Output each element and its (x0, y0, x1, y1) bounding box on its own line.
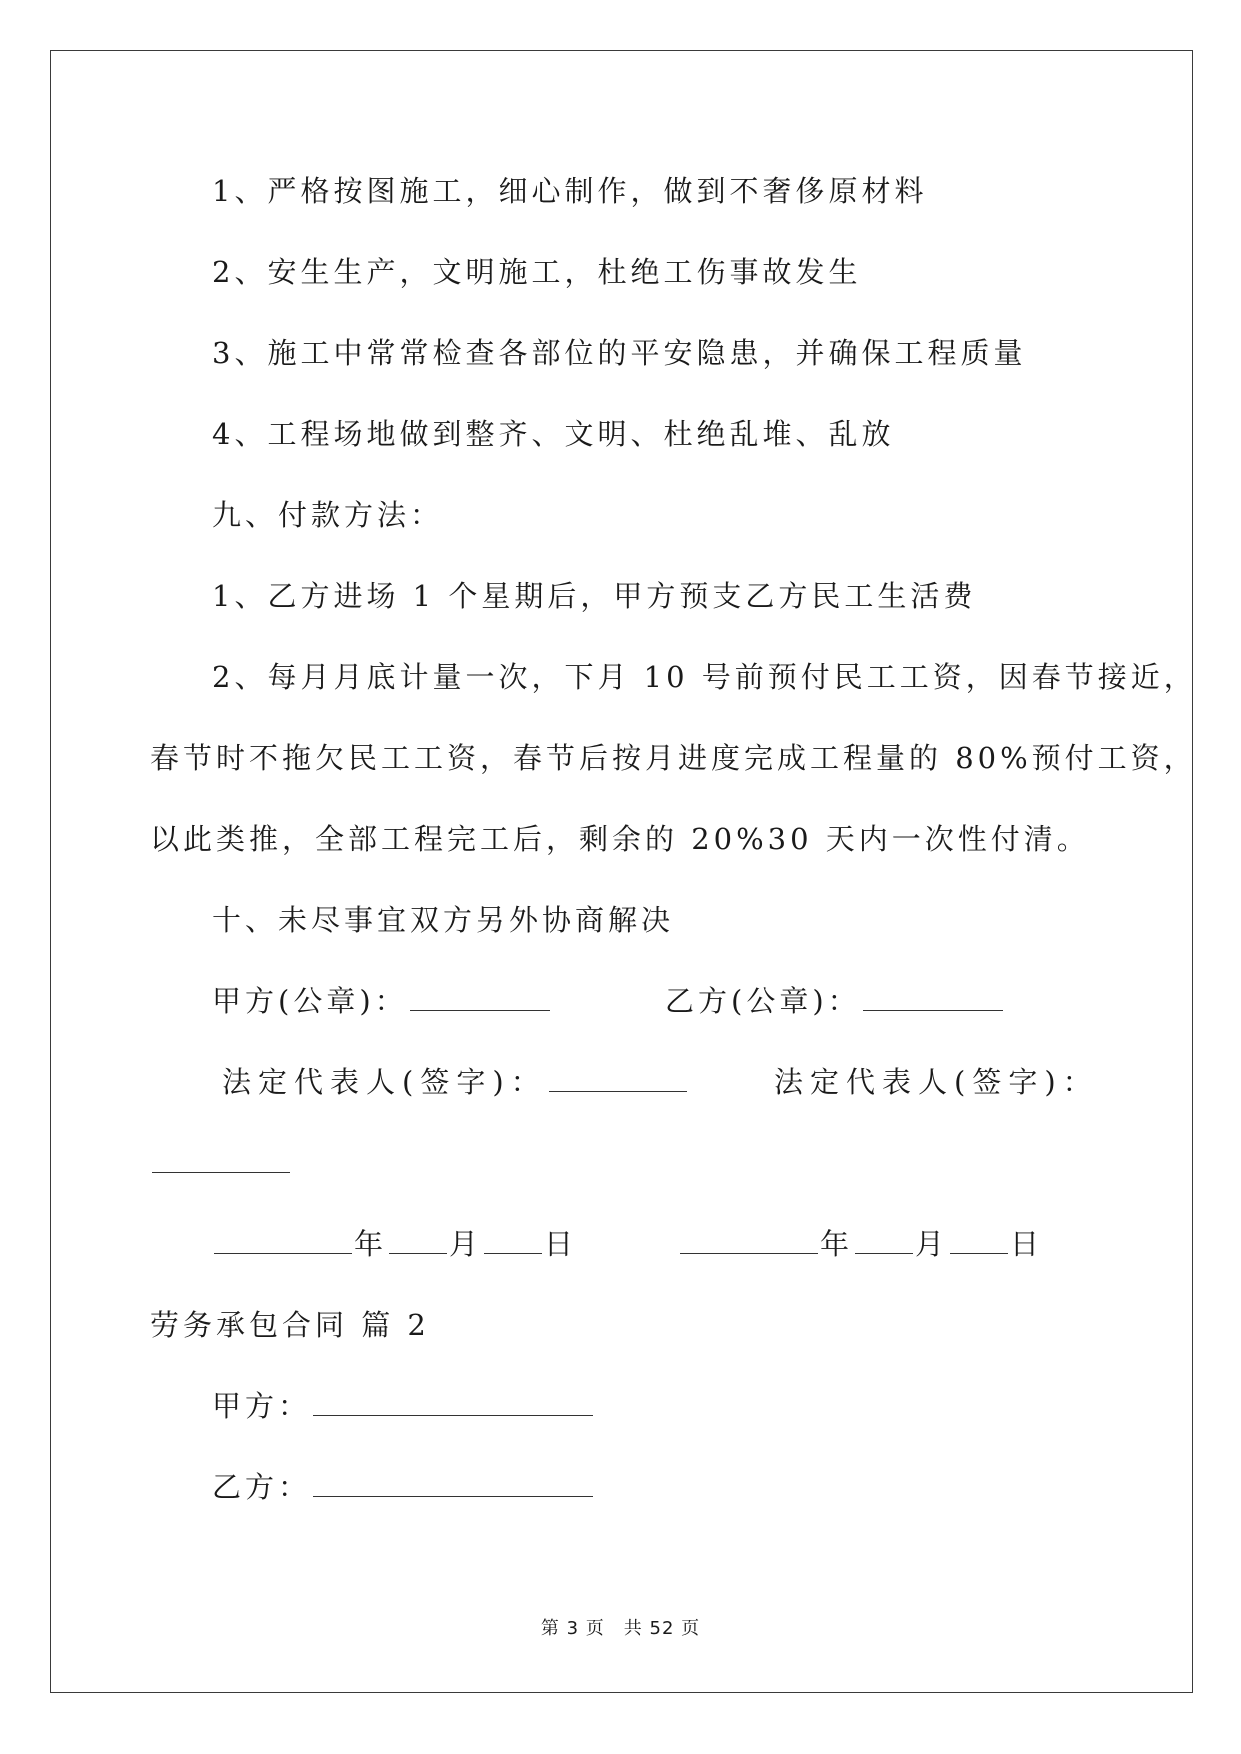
party-b-seal-row (665, 983, 1005, 1019)
date-a-month-blank[interactable] (389, 1231, 447, 1254)
rep-b-blank[interactable] (152, 1150, 290, 1173)
contract-2-party-b-row (212, 1469, 595, 1505)
contract-2-party-a-blank[interactable] (313, 1393, 593, 1416)
section-9-heading: 九、付款方法： (212, 498, 444, 532)
rep-b-blank-row (150, 1145, 292, 1181)
item-4: 4、工程场地做到整齐、文明、杜绝乱堆、乱放 (212, 417, 895, 451)
date-a-day-blank[interactable] (484, 1231, 542, 1254)
date-a-year-blank[interactable] (214, 1231, 352, 1254)
rep-b-label: 法定代表人(签字)： (774, 1065, 1099, 1099)
party-a-seal-row (212, 983, 552, 1019)
item-3: 3、施工中常常检查各部位的平安隐患，并确保工程质量 (212, 336, 1027, 370)
contract-2-party-a-label: 甲方： (212, 1389, 312, 1423)
rep-a-label: 法定代表人(签字)： (222, 1065, 547, 1099)
contract-2-title: 劳务承包合同 篇 2 (150, 1308, 430, 1342)
contract-2-party-a-row (212, 1388, 595, 1424)
contract-2-party-b-blank[interactable] (313, 1474, 593, 1497)
payment-clause-1: 1、乙方进场 1 个星期后，甲方预支乙方民工生活费 (212, 579, 977, 613)
date-b-day-blank[interactable] (950, 1231, 1008, 1254)
rep-b-row (774, 1064, 1099, 1100)
rep-a-blank[interactable] (549, 1069, 687, 1092)
rep-a-row (222, 1064, 689, 1100)
date-a-month-label: 月 (449, 1227, 483, 1261)
payment-clause-2b: 春节时不拖欠民工工资，春节后按月进度完成工程量的 80%预付工资， (150, 741, 1197, 775)
date-b-month-label: 月 (915, 1227, 949, 1261)
date-b-day-label: 日 (1010, 1227, 1044, 1261)
page-footer: 第 3 页 共 52 页 (540, 1618, 701, 1639)
payment-clause-2c: 以此类推，全部工程完工后，剩余的 20%30 天内一次性付清。 (150, 822, 1090, 856)
date-b-month-blank[interactable] (855, 1231, 913, 1254)
page-border (50, 50, 1193, 1693)
party-b-seal-blank[interactable] (863, 988, 1003, 1011)
party-a-seal-blank[interactable] (410, 988, 550, 1011)
section-10-heading: 十、未尽事宜双方另外协商解决 (212, 903, 675, 937)
party-b-seal-label: 乙方(公章)： (665, 984, 861, 1018)
date-b-row (678, 1226, 1043, 1262)
date-b-year-blank[interactable] (680, 1231, 818, 1254)
date-a-day-label: 日 (544, 1227, 578, 1261)
date-a-year-label: 年 (354, 1227, 388, 1261)
payment-clause-2a: 2、每月月底计量一次，下月 10 号前预付民工工资，因春节接近， (212, 660, 1197, 694)
item-2: 2、安生生产，文明施工，杜绝工伤事故发生 (212, 255, 862, 289)
contract-2-party-b-label: 乙方： (212, 1470, 312, 1504)
party-a-seal-label: 甲方(公章)： (212, 984, 408, 1018)
item-1: 1、严格按图施工，细心制作，做到不奢侈原材料 (212, 174, 928, 208)
date-a-row (212, 1226, 577, 1262)
date-b-year-label: 年 (820, 1227, 854, 1261)
